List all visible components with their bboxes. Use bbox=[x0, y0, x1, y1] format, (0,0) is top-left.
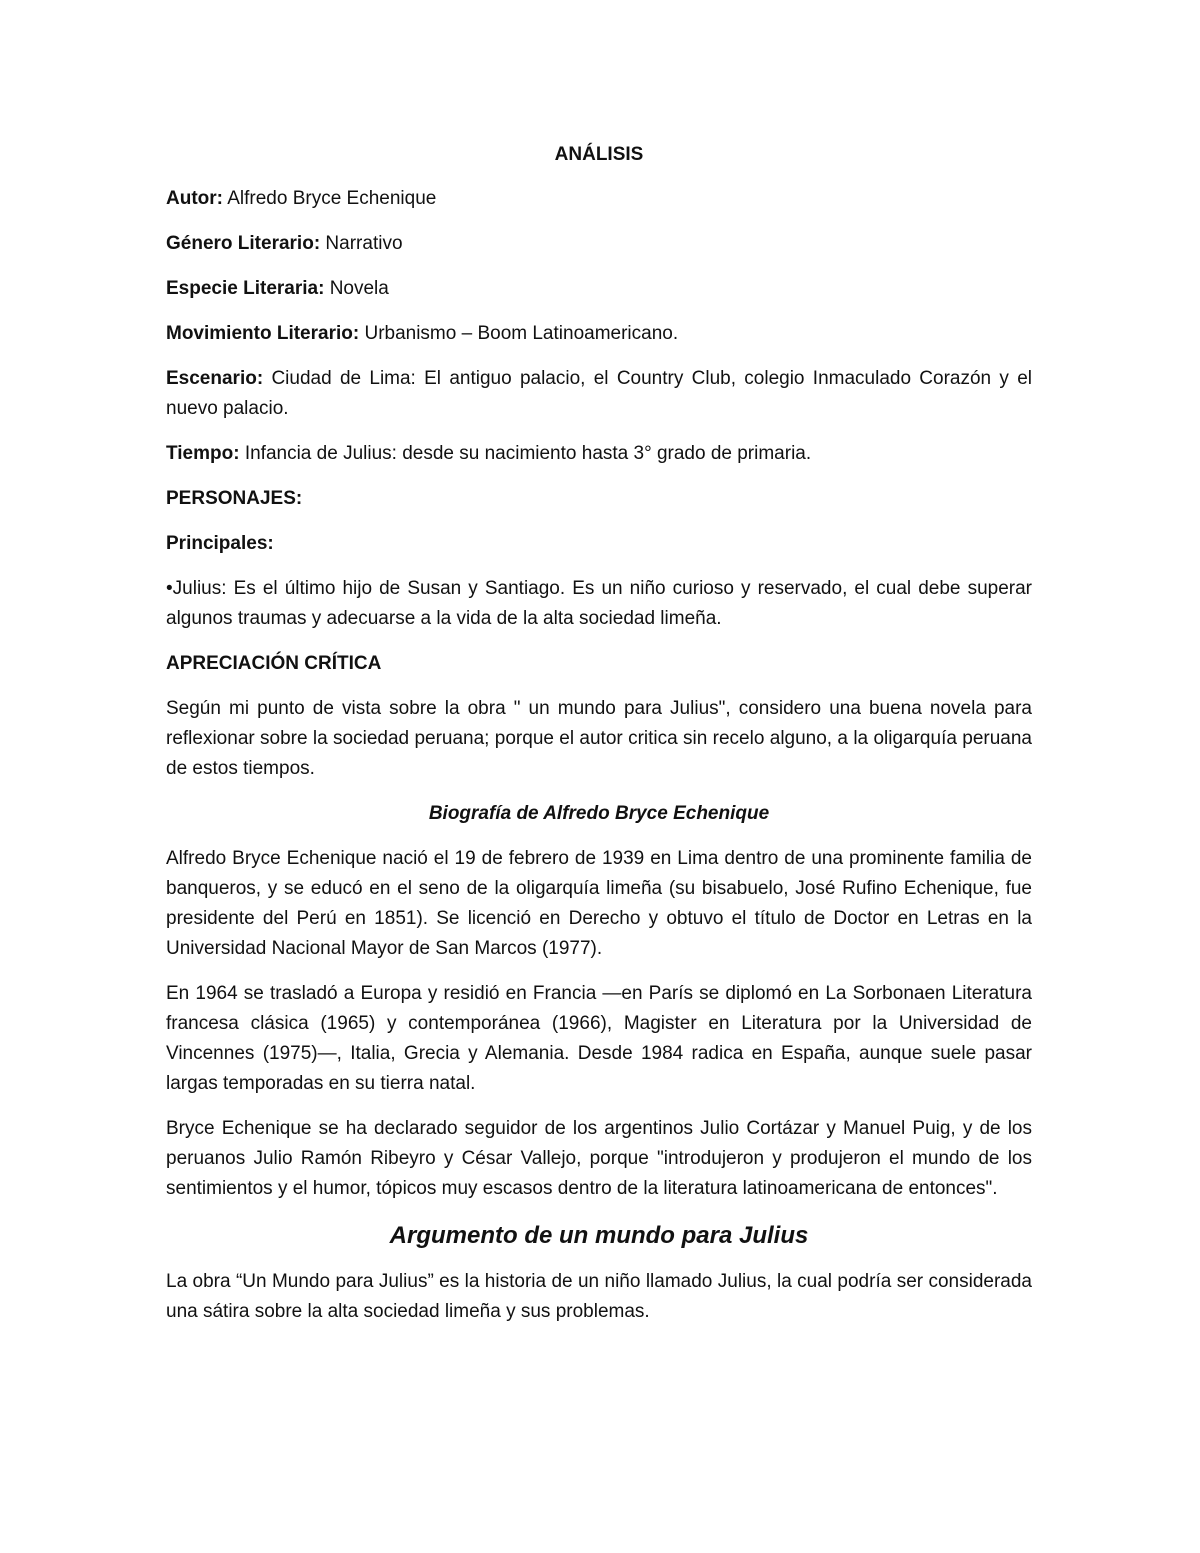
field-especie bbox=[166, 274, 1032, 304]
field-label: Especie Literaria: bbox=[166, 278, 325, 299]
argumento-title: Argumento de un mundo para Julius bbox=[389, 1222, 809, 1249]
biografia-paragraph: Alfredo Bryce Echenique nació el 19 de febrero de 1939 en Lima dentro de una prominente familia de banqueros, y se educó en el seno de la oligarquía limeña (su bisabuelo, José Rufino Echenique, fue presidente del Perú en 1851). Se licenció en Derecho y obtuvo el título de Doctor en Letras en la Universidad Nacional Mayor de San Marcos (1977). bbox=[166, 848, 1032, 959]
field-label: Género Literario: bbox=[166, 233, 321, 254]
field-label: Movimiento Literario: bbox=[166, 323, 360, 344]
field-value: Urbanismo – Boom Latinoamericano. bbox=[359, 323, 679, 344]
field-value: Infancia de Julius: desde su nacimiento hasta 3° grado de primaria. bbox=[239, 443, 812, 464]
field-value: Alfredo Bryce Echenique bbox=[222, 188, 437, 209]
apreciacion-paragraph: Según mi punto de vista sobre la obra " un mundo para Julius", considero una buena novela para reflexionar sobre la sociedad peruana; porque el autor critica sin recelo alguno, a la oligarquía peruana de estos tiempos. bbox=[166, 698, 1032, 779]
field-value: Narrativo bbox=[320, 233, 403, 254]
field-label: Escenario: bbox=[166, 368, 264, 389]
apreciacion-heading: APRECIACIÓN CRÍTICA bbox=[166, 653, 382, 674]
document-page bbox=[166, 140, 1032, 1342]
field-movimiento bbox=[166, 319, 1032, 349]
document-title: ANÁLISIS bbox=[554, 144, 644, 165]
field-label: Autor: bbox=[166, 188, 223, 209]
biografia-title: Biografía de Alfredo Bryce Echenique bbox=[428, 803, 770, 824]
argumento-paragraph: La obra “Un Mundo para Julius” es la historia de un niño llamado Julius, la cual podría ser considerada una sátira sobre la alta sociedad limeña y sus problemas. bbox=[166, 1271, 1032, 1322]
biografia-paragraph: Bryce Echenique se ha declarado seguidor de los argentinos Julio Cortázar y Manuel Puig, y de los peruanos Julio Ramón Ribeyro y César Vallejo, porque "introdujeron y produjeron el mundo de los sentimientos y el humor, tópicos muy escasos dentro de la literatura latinoamericana de entonces". bbox=[166, 1118, 1032, 1199]
field-value: Ciudad de Lima: El antiguo palacio, el Country Club, colegio Inmaculado Corazón y el nuevo palacio. bbox=[166, 368, 1032, 419]
personajes-heading: PERSONAJES: bbox=[166, 488, 303, 509]
field-tiempo bbox=[166, 439, 1032, 469]
julius-item: •Julius: Es el último hijo de Susan y Santiago. Es un niño curioso y reservado, el cual debe superar algunos traumas y adecuarse a la vida de la alta sociedad limeña. bbox=[166, 578, 1032, 629]
field-escenario bbox=[166, 364, 1032, 424]
field-genero bbox=[166, 229, 1032, 259]
principales-heading: Principales: bbox=[166, 533, 274, 554]
biografia-paragraph: En 1964 se trasladó a Europa y residió en Francia —en París se diplomó en La Sorbonaen Literatura francesa clásica (1965) y contemporánea (1966), Magister en Literatura por la Universidad de Vincennes (1975)—, Italia, Grecia y Alemania. Desde 1984 radica en España, aunque suele pasar largas temporadas en su tierra natal. bbox=[166, 983, 1032, 1094]
field-autor bbox=[166, 184, 1032, 214]
field-label: Tiempo: bbox=[166, 443, 240, 464]
field-value: Novela bbox=[324, 278, 389, 299]
